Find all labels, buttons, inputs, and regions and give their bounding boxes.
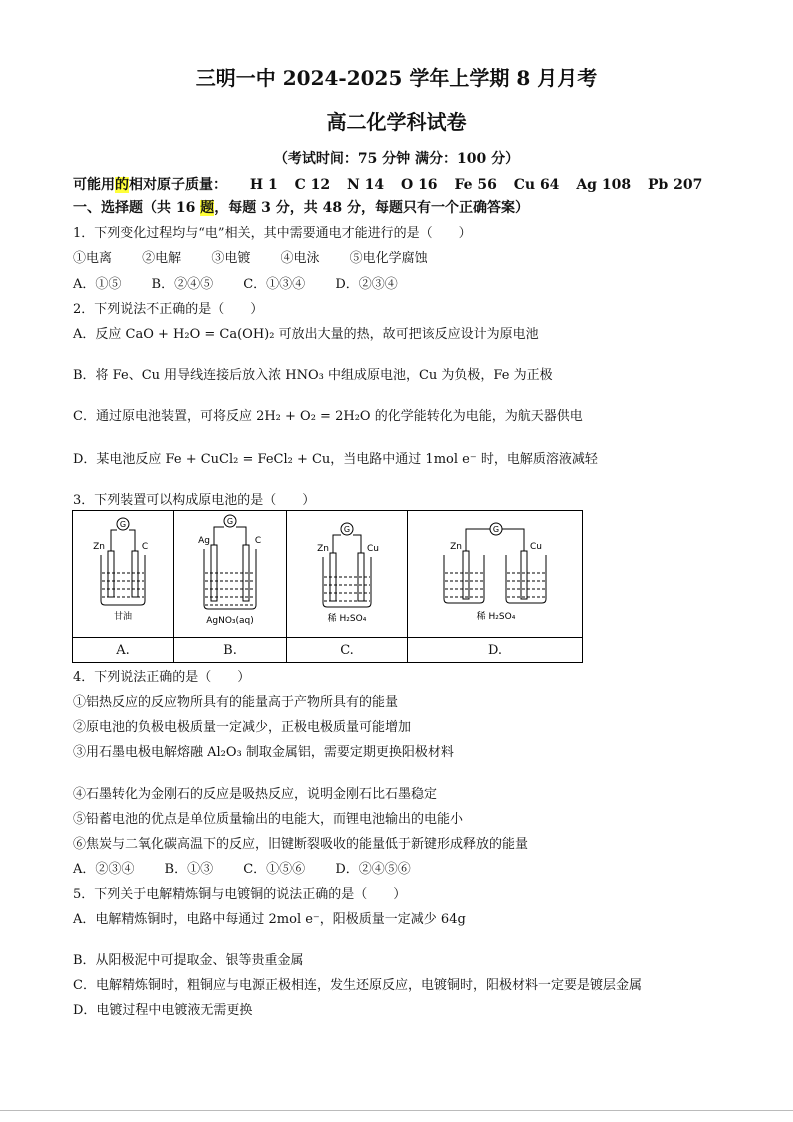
cell-d-diagram <box>408 511 582 633</box>
q2-stem: 2．下列说法不正确的是（ ） <box>73 302 264 317</box>
q4-item: ②原电池的负极电极质量一定减少，正极电极质量可能增加 <box>73 720 412 735</box>
q4-options <box>73 858 437 877</box>
option-c-label: C. <box>287 638 408 663</box>
q5-option-a: A．电解精炼铜时，电路中每通过 2mol e⁻，阳极质量一定减少 64g <box>73 912 466 927</box>
q1-option-d: D．②③④ <box>335 277 398 292</box>
q4-option-d: D．②④⑤⑥ <box>335 862 411 877</box>
exam-title: 三明一中 2024-2025 学年上学期 8 月月考 <box>195 66 598 90</box>
section-heading-post: ，每题 3 分，共 48 分，每题只有一个正确答案） <box>214 200 529 216</box>
apparatus-a <box>73 511 174 638</box>
q1-item: ③电镀 <box>211 251 251 266</box>
atomic-mass-line <box>73 174 714 194</box>
atomic-mass-label-post: 相对原子质量： <box>129 177 227 193</box>
q4-option-c: C．①⑤⑥ <box>243 862 306 877</box>
electrode-label: Cu <box>367 544 379 554</box>
solution-label: 稀 H₂SO₄ <box>327 614 367 624</box>
q1-options <box>73 273 424 292</box>
apparatus-b <box>174 511 287 638</box>
mass-item: Ag 108 <box>576 177 632 193</box>
galvanometer-label: G <box>119 520 127 529</box>
solution-label: 甘油 <box>113 612 133 622</box>
q1-item: ⑤电化学腐蚀 <box>349 251 428 266</box>
q2-option-d: D．某电池反应 Fe + CuCl₂ = FeCl₂ + Cu，当电路中通过 1mol e⁻ 时，电解质溶液减轻 <box>73 452 598 467</box>
mass-item: Fe 56 <box>454 177 497 193</box>
q4-item: ①铝热反应的反应物所具有的能量高于产物所具有的能量 <box>73 695 399 710</box>
electrode-label: Zn <box>93 542 105 552</box>
option-d-label: D. <box>408 638 583 663</box>
q4-option-b: B．①③ <box>164 862 214 877</box>
option-b-label: B. <box>174 638 287 663</box>
q1-stem: 1．下列变化过程均与“电”相关，其中需要通电才能进行的是（ ） <box>73 226 472 241</box>
q2-option-b: B．将 Fe、Cu 用导线连接后放入浓 HNO₃ 中组成原电池，Cu 为负极，Fe 为正极 <box>73 368 553 383</box>
q5-stem: 5．下列关于电解精炼铜与电镀铜的说法正确的是（ ） <box>73 887 407 902</box>
cell-b-diagram <box>174 511 286 633</box>
q4-item: ③用石墨电极电解熔融 Al₂O₃ 制取金属铝，需要定期更换阳极材料 <box>73 745 454 760</box>
q1-option-a: A．①⑤ <box>73 277 122 292</box>
mass-item: C 12 <box>294 177 331 193</box>
galvanometer-label: G <box>226 517 234 526</box>
q4-item: ④石墨转化为金刚石的反应是吸热反应，说明金刚石比石墨稳定 <box>73 787 438 802</box>
exam-info: （考试时间：75 分钟 满分：100 分） <box>273 151 520 167</box>
mass-item: H 1 <box>249 177 278 193</box>
q5-option-d: D．电镀过程中电镀液无需更换 <box>73 1003 253 1018</box>
q4-stem: 4．下列说法正确的是（ ） <box>73 670 251 685</box>
galvanometer-label: G <box>343 525 351 534</box>
q3-stem: 3．下列装置可以构成原电池的是（ ） <box>73 493 316 508</box>
apparatus-d <box>408 511 583 638</box>
q5-option-c: C．电解精炼铜时，粗铜应与电源正极相连，发生还原反应，电镀铜时，阳极材料一定要是镀层金属 <box>73 978 642 993</box>
electrode-label: C <box>141 542 149 552</box>
q4-item: ⑤铅蓄电池的优点是单位质量输出的电能大，而锂电池输出的电能小 <box>73 812 464 827</box>
electrode-label: Cu <box>530 542 542 552</box>
mass-item: N 14 <box>346 177 385 193</box>
option-a-label: A. <box>73 638 174 663</box>
page-bottom-rule <box>0 1110 793 1111</box>
q2-option-a: A．反应 CaO + H₂O = Ca(OH)₂ 可放出大量的热，故可把该反应设计为原电池 <box>73 327 539 342</box>
section-heading-pre: 一、选择题（共 16 <box>73 200 201 216</box>
atomic-mass-label-pre: 可能用 <box>73 177 115 193</box>
q5-option-b: B．从阳极泥中可提取金、银等贵重金属 <box>73 953 304 968</box>
mass-item: Cu 64 <box>513 177 560 193</box>
cell-c-diagram <box>287 511 407 633</box>
q4-option-a: A．②③④ <box>73 862 135 877</box>
solution-label: 稀 H₂SO₄ <box>476 612 516 622</box>
apparatus-c <box>287 511 408 638</box>
electrode-label: Ag <box>198 536 210 546</box>
q1-item: ①电离 <box>73 251 113 266</box>
apparatus-table <box>72 510 583 663</box>
section-heading <box>73 197 529 217</box>
q1-items <box>73 247 454 266</box>
q4-item: ⑥焦炭与二氧化碳高温下的反应，旧键断裂吸收的能量低于新键形成释放的能量 <box>73 837 529 852</box>
mass-item: O 16 <box>401 177 438 193</box>
galvanometer-label: G <box>492 525 500 534</box>
q1-option-c: C．①③④ <box>243 277 306 292</box>
q1-item: ④电泳 <box>280 251 320 266</box>
mass-item: Pb 207 <box>647 177 703 193</box>
q2-option-c: C．通过原电池装置，可将反应 2H₂ + O₂ = 2H₂O 的化学能转化为电能，为航天器供电 <box>73 409 583 424</box>
solution-label: AgNO₃(aq) <box>206 616 254 626</box>
cell-a-diagram <box>73 511 173 633</box>
q1-option-b: B．②④⑤ <box>151 277 214 292</box>
q1-item: ②电解 <box>142 251 182 266</box>
electrode-label: C <box>254 536 262 546</box>
exam-subtitle: 高二化学科试卷 <box>326 110 467 134</box>
electrode-label: Zn <box>450 542 462 552</box>
electrode-label: Zn <box>317 544 329 554</box>
atomic-mass-label-highlight: 的 <box>115 177 129 193</box>
section-heading-highlight: 题 <box>200 200 215 216</box>
